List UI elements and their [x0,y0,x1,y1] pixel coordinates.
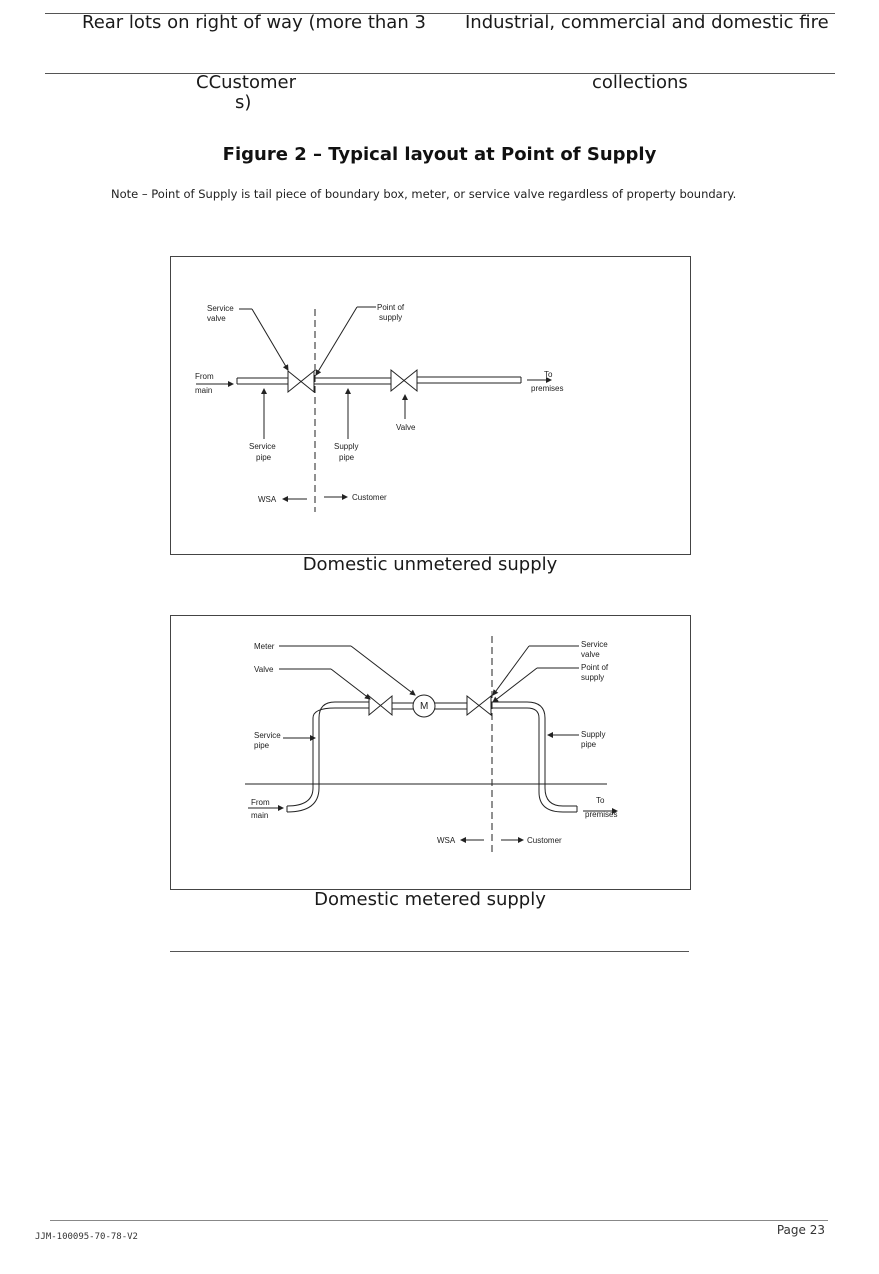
m-label-point-supply-2: supply [581,673,605,682]
m-label-supply-pipe-2: pipe [581,740,597,749]
label-to-premises-1: To [544,370,553,379]
label-customer: Customer [352,493,387,502]
m-label-meter-symbol: M [420,701,429,712]
m-label-meter: Meter [254,642,275,651]
label-point-supply-1: Point of [377,303,405,312]
table-cell-industrial: Industrial, commercial and domestic fire [465,12,829,33]
m-label-to-premises-1: To [596,796,605,805]
caption-metered: Domestic metered supply [314,889,546,910]
label-to-premises-2: premises [531,384,564,393]
table-cell-rear-lots: Rear lots on right of way (more than 3 [82,12,426,33]
unmetered-diagram-svg [171,257,690,554]
label-supply-pipe-2: pipe [339,453,355,462]
m-label-service-valve-1: Service [581,640,608,649]
m-label-supply-pipe-1: Supply [581,730,606,739]
m-label-from-main-2: main [251,811,269,820]
label-supply-pipe-1: Supply [334,442,359,451]
label-service-valve-1: Service [207,304,234,313]
m-label-point-supply-1: Point of [581,663,609,672]
m-label-wsa: WSA [437,836,456,845]
metered-service-valve-icon [467,696,491,715]
label-wsa: WSA [258,495,277,504]
label-point-supply-2: supply [379,313,403,322]
diagram-unmetered [170,256,691,555]
m-label-service-pipe-1: Service [254,731,281,740]
m-label-valve: Valve [254,665,274,674]
m-label-customer: Customer [527,836,562,845]
footer-page-number: Page 23 [776,1223,825,1237]
valve-icon [391,370,417,391]
service-valve-icon [288,371,314,392]
footer-doc-id: JJM-100095-70-78-V2 [35,1232,138,1242]
m-label-service-pipe-2: pipe [254,741,270,750]
m-label-to-premises-2: premises [585,810,618,819]
label-service-pipe-1: Service [249,442,276,451]
m-label-from-main-1: From [251,798,270,807]
m-label-service-valve-2: valve [581,650,600,659]
table-middle-rule [45,73,835,74]
label-valve: Valve [396,423,416,432]
label-from-main-1: From [195,372,214,381]
diagram-metered [170,615,691,890]
label-service-pipe-2: pipe [256,453,272,462]
label-service-valve-2: valve [207,314,226,323]
table-cell-customers-line2: s) [235,92,252,113]
figure-bottom-rule [170,951,689,952]
footer-rule [50,1220,828,1221]
table-cell-collections: collections [592,72,688,93]
metered-diagram-svg [171,616,690,889]
figure-title: Figure 2 – Typical layout at Point of Supply [222,144,657,165]
figure-note: Note – Point of Supply is tail piece of boundary box, meter, or service valve regardless of property boundary. [111,187,737,201]
caption-unmetered: Domestic unmetered supply [302,554,558,575]
label-from-main-2: main [195,386,213,395]
table-cell-customers-line1: CCustomer [196,72,297,93]
metered-valve-icon [369,696,392,715]
